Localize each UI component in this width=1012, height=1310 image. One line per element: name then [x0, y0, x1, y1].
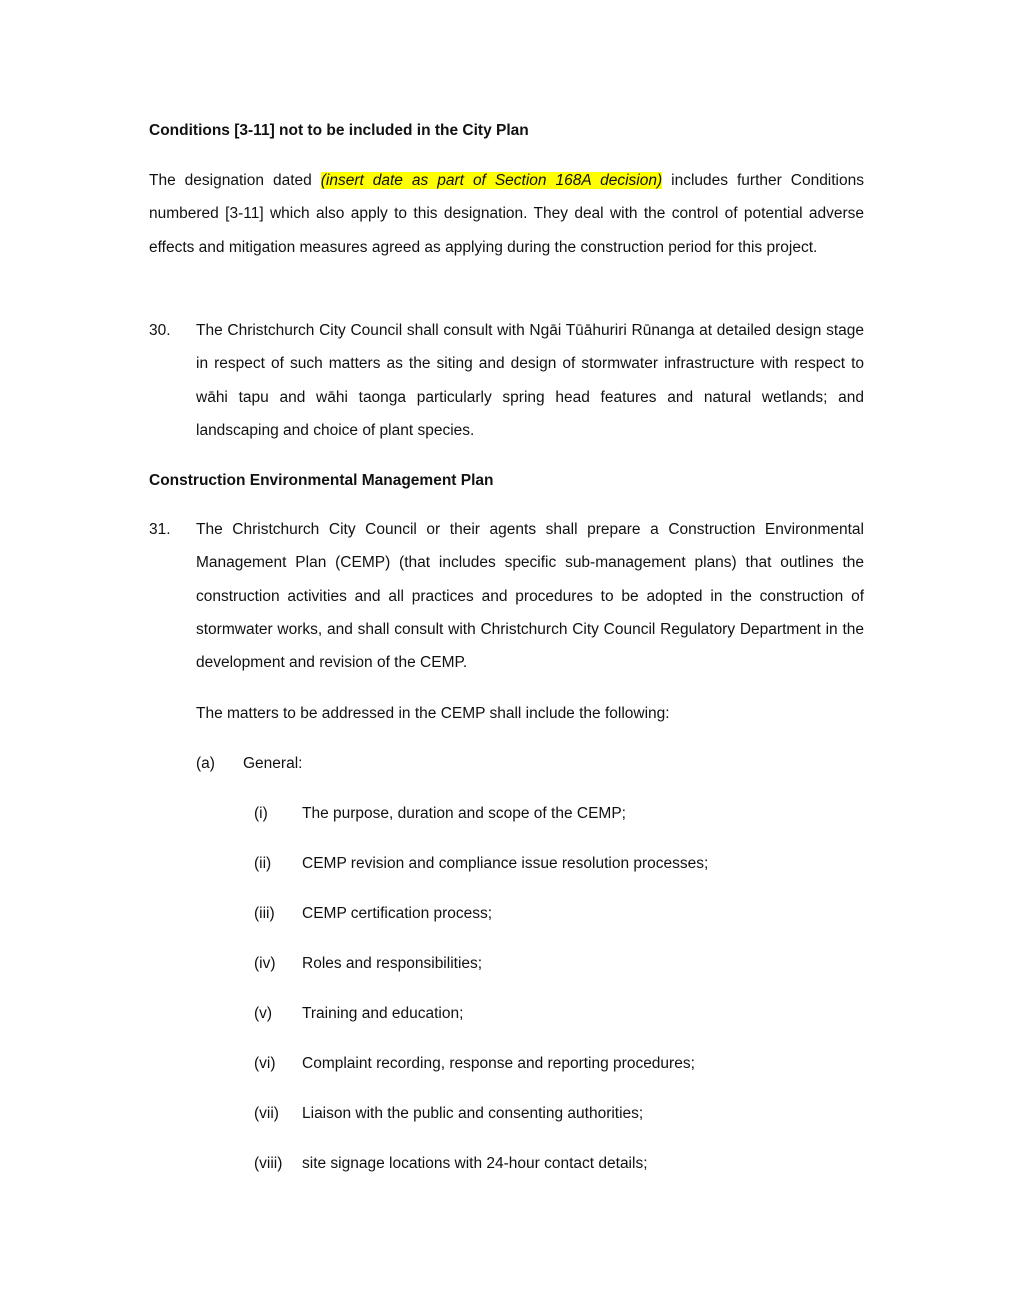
- list-item-label: (iii): [254, 905, 275, 922]
- list-item: [254, 1054, 695, 1074]
- list-item-label: (v): [254, 1005, 273, 1022]
- matters-intro: The matters to be addressed in the CEMP shall include the following:: [196, 705, 670, 722]
- list-item-text: The purpose, duration and scope of the CEMP;: [302, 805, 626, 822]
- list-item-text: Roles and responsibilities;: [302, 955, 483, 972]
- list-item-text: site signage locations with 24-hour contact details;: [302, 1155, 648, 1172]
- list-item-text: Liaison with the public and consenting authorities;: [302, 1105, 644, 1122]
- section-a-text: General:: [243, 755, 303, 772]
- list-item-text: CEMP revision and compliance issue resolution processes;: [302, 855, 709, 872]
- list-item-label: (vii): [254, 1105, 279, 1122]
- condition-text: The Christchurch City Council or their agents shall prepare a Construction Environmental Management Plan (CEMP) (that includes specific sub-management plans) that outlines the construction activities and all practices and procedures to be adopted in the construction of stormwater works, and shall consult with Christchurch City Council Regulatory Department in the development and revision of the CEMP.: [196, 521, 864, 672]
- list-item-label: (iv): [254, 955, 276, 972]
- list-item: [254, 1004, 463, 1024]
- highlighted-placeholder: (insert date as part of Section 168A decision): [320, 172, 663, 189]
- intro-paragraph: [149, 164, 864, 264]
- intro-text-start: The designation dated: [149, 172, 321, 189]
- list-item: [254, 1104, 643, 1124]
- condition-30: [149, 314, 864, 447]
- list-item-label: (i): [254, 805, 268, 822]
- heading-cemp: Construction Environmental Management Plan: [149, 472, 494, 489]
- list-item-label: (viii): [254, 1155, 283, 1172]
- list-item: [254, 954, 482, 974]
- condition-number: 31.: [149, 521, 171, 538]
- list-item: [254, 904, 492, 924]
- condition-text: The Christchurch City Council shall consult with Ngāi Tūāhuriri Rūnanga at detailed design stage in respect of such matters as the siting and design of stormwater infrastructure with respect to wāhi tapu and wāhi taonga particularly spring head features and natural wetlands; and landscaping and choice of plant species.: [196, 322, 864, 439]
- heading-conditions: Conditions [3-11] not to be included in the City Plan: [149, 122, 529, 139]
- section-a-label: (a): [196, 755, 215, 772]
- list-item-text: CEMP certification process;: [302, 905, 493, 922]
- list-item-label: (ii): [254, 855, 272, 872]
- list-item: [254, 854, 708, 874]
- list-item-text: Training and education;: [302, 1005, 464, 1022]
- condition-31: [149, 513, 864, 679]
- list-item-label: (vi): [254, 1055, 276, 1072]
- condition-number: 30.: [149, 322, 171, 339]
- list-item: [254, 804, 626, 824]
- list-item: [254, 1154, 648, 1174]
- intro-text-end: includes further Conditions numbered [3-11] which also apply to this designation. They deal with the control of potential adverse effects and mitigation measures agreed as applying during the construction period for this project.: [149, 172, 864, 256]
- section-a: [196, 754, 302, 774]
- list-item-text: Complaint recording, response and reporting procedures;: [302, 1055, 695, 1072]
